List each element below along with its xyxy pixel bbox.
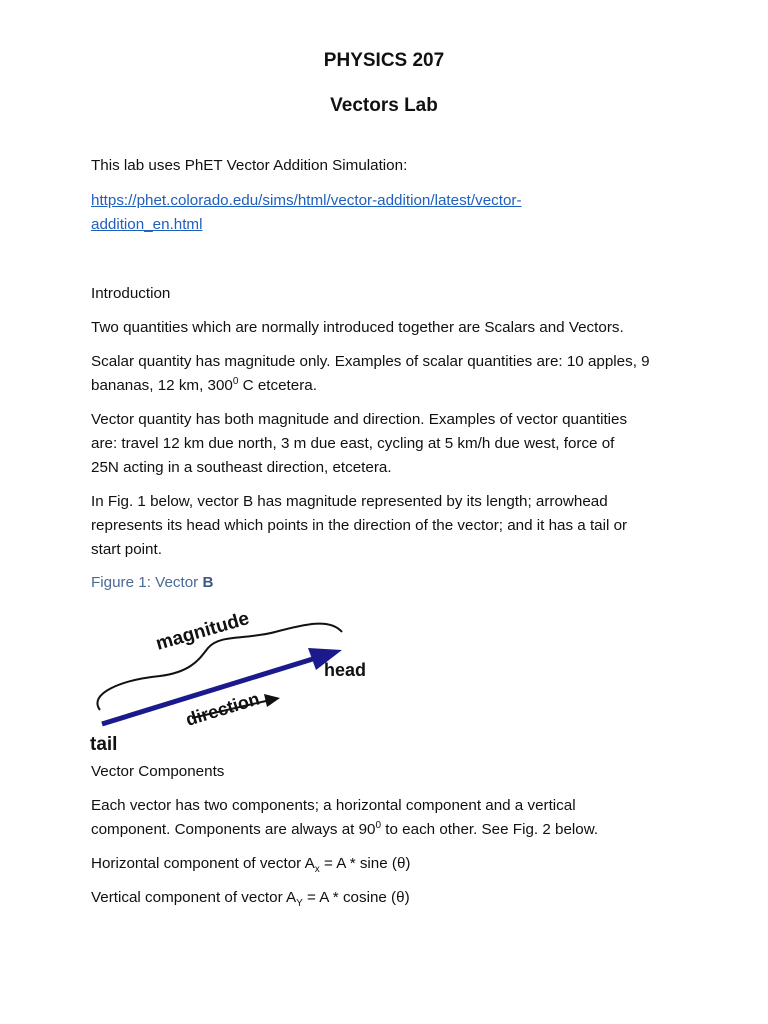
label-head: head [324, 660, 367, 680]
label-tail: tail [90, 734, 118, 755]
horizontal-formula-rhs: = A * sine (θ) [319, 855, 411, 872]
horizontal-formula-text: Horizontal component of vector A [91, 855, 315, 872]
vertical-subscript: Y [296, 898, 303, 910]
figure1-caption [91, 574, 213, 591]
direction-arrow-head [264, 694, 280, 707]
degree-superscript: 0 [232, 375, 239, 387]
simulation-link-line2[interactable]: addition_en.html [91, 216, 203, 233]
vector-diagram [80, 598, 390, 758]
lab-title: Vectors Lab [330, 95, 438, 116]
vector-components-heading: Vector Components [91, 763, 225, 780]
introduction-heading: Introduction [91, 285, 171, 302]
paragraph-components-line1: Each vector has two components; a horizontal component and a vertical [91, 797, 576, 814]
paragraph-scalar [91, 350, 691, 398]
paragraph-scalars-vectors: Two quantities which are normally introduced together are Scalars and Vectors. [91, 319, 624, 336]
paragraph-scalar-line2a: bananas, 12 km, 300 [91, 377, 233, 394]
label-direction: direction [183, 688, 262, 730]
paragraph-figure-line2: represents its head which points in the direction of the vector; and it has a tail or [91, 517, 628, 534]
paragraph-figure-line3: start point. [91, 541, 162, 558]
intro-line: This lab uses PhET Vector Addition Simulation: [91, 157, 408, 174]
paragraph-vector-line1: Vector quantity has both magnitude and direction. Examples of vector quantities [91, 411, 628, 428]
figure1-caption-text: Figure 1: Vector [91, 574, 203, 591]
horizontal-component-formula [91, 852, 691, 876]
simulation-link[interactable] [91, 189, 691, 237]
paragraph-figure-line1: In Fig. 1 below, vector B has magnitude represented by its length; arrowhead [91, 493, 608, 510]
paragraph-vector [91, 408, 691, 480]
paragraph-components [91, 794, 691, 842]
paragraph-figure-intro [91, 490, 691, 562]
degree-superscript-2: 0 [375, 819, 382, 831]
paragraph-scalar-line2b: C etcetera. [238, 377, 317, 394]
course-title: PHYSICS 207 [323, 50, 445, 71]
vertical-formula-text: Vertical component of vector A [91, 889, 297, 906]
paragraph-components-line2a: component. Components are always at 90 [91, 821, 376, 838]
paragraph-components-line2b: to each other. See Fig. 2 below. [381, 821, 599, 838]
vertical-component-formula [91, 886, 691, 910]
label-magnitude: magnitude [153, 608, 252, 655]
figure1-caption-bold: B [202, 574, 214, 591]
paragraph-vector-line2: are: travel 12 km due north, 3 m due east, cycling at 5 km/h due west, force of [91, 435, 615, 452]
paragraph-scalar-line1: Scalar quantity has magnitude only. Examples of scalar quantities are: 10 apples, 9 [91, 353, 650, 370]
paragraph-vector-line3: 25N acting in a southeast direction, etcetera. [91, 459, 392, 476]
vertical-formula-rhs: = A * cosine (θ) [302, 889, 410, 906]
horizontal-subscript: x [314, 864, 320, 876]
simulation-link-line1[interactable]: https://phet.colorado.edu/sims/html/vector-addition/latest/vector- [91, 192, 522, 209]
